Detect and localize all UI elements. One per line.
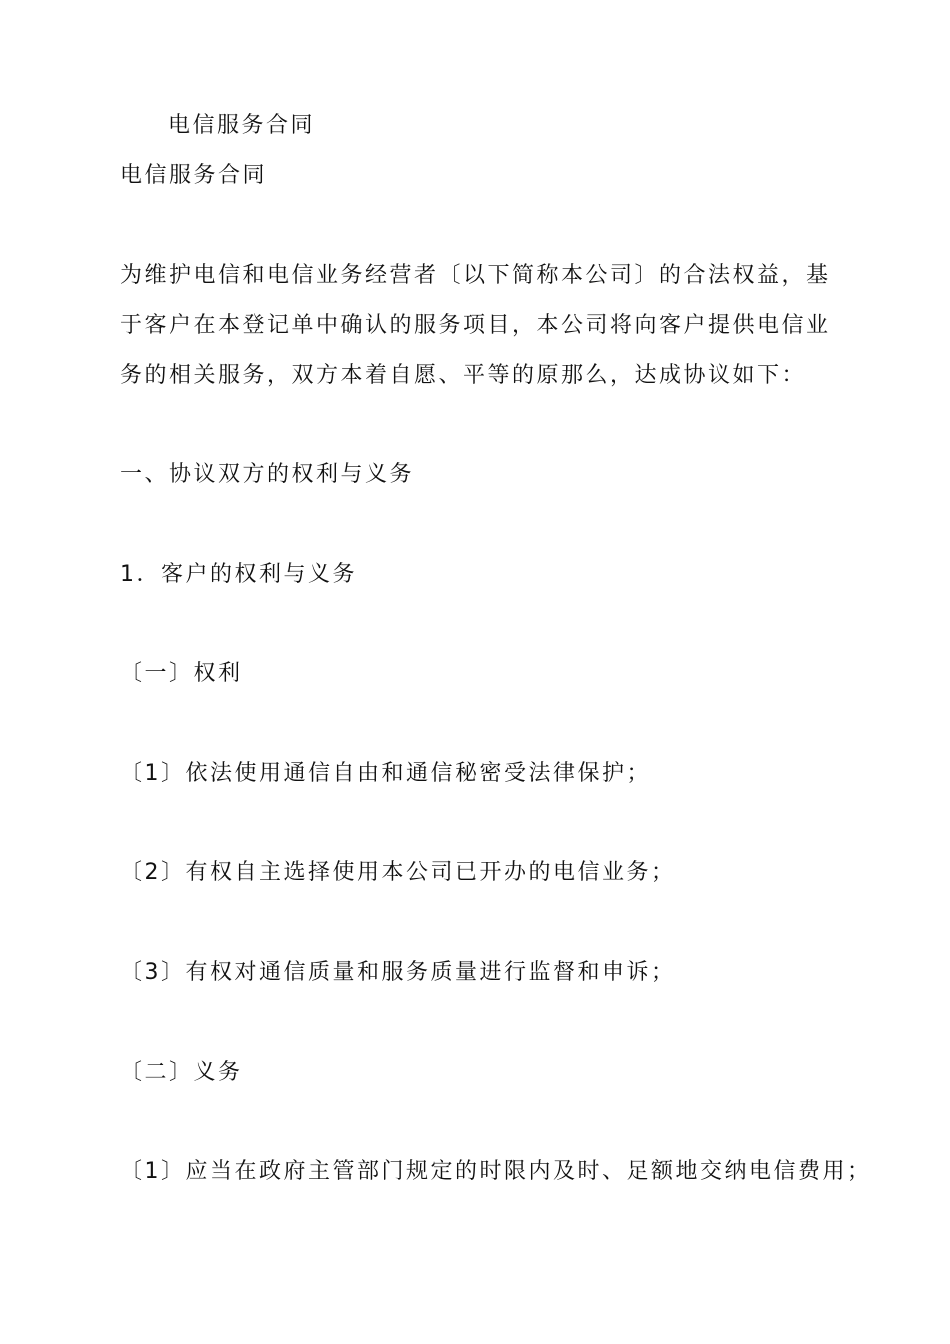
intro-line: 为维护电信和电信业务经营者〔以下简称本公司〕的合法权益，基 [120,263,831,288]
rights-item: 〔3〕有权对通信质量和服务质量进行监督和申诉； [120,960,676,985]
document-title: 电信服务合同 [120,163,268,188]
intro-line: 于客户在本登记单中确认的服务项目，本公司将向客户提供电信业 [120,313,831,338]
obligations-heading: 〔二〕义务 [120,1060,243,1085]
subsection-heading: 1．客户的权利与义务 [120,562,357,587]
rights-item: 〔1〕依法使用通信自由和通信秘密受法律保护； [120,761,651,786]
section-heading: 一、协议双方的权利与义务 [120,462,415,487]
intro-line: 务的相关服务，双方本着自愿、平等的原那么，达成协议如下： [120,363,807,388]
header-title: 电信服务合同 [168,113,316,138]
obligations-item: 〔1〕应当在政府主管部门规定的时限内及时、足额地交纳电信费用； [120,1159,872,1184]
rights-item: 〔2〕有权自主选择使用本公司已开办的电信业务； [120,860,676,885]
rights-heading: 〔一〕权利 [120,661,243,686]
